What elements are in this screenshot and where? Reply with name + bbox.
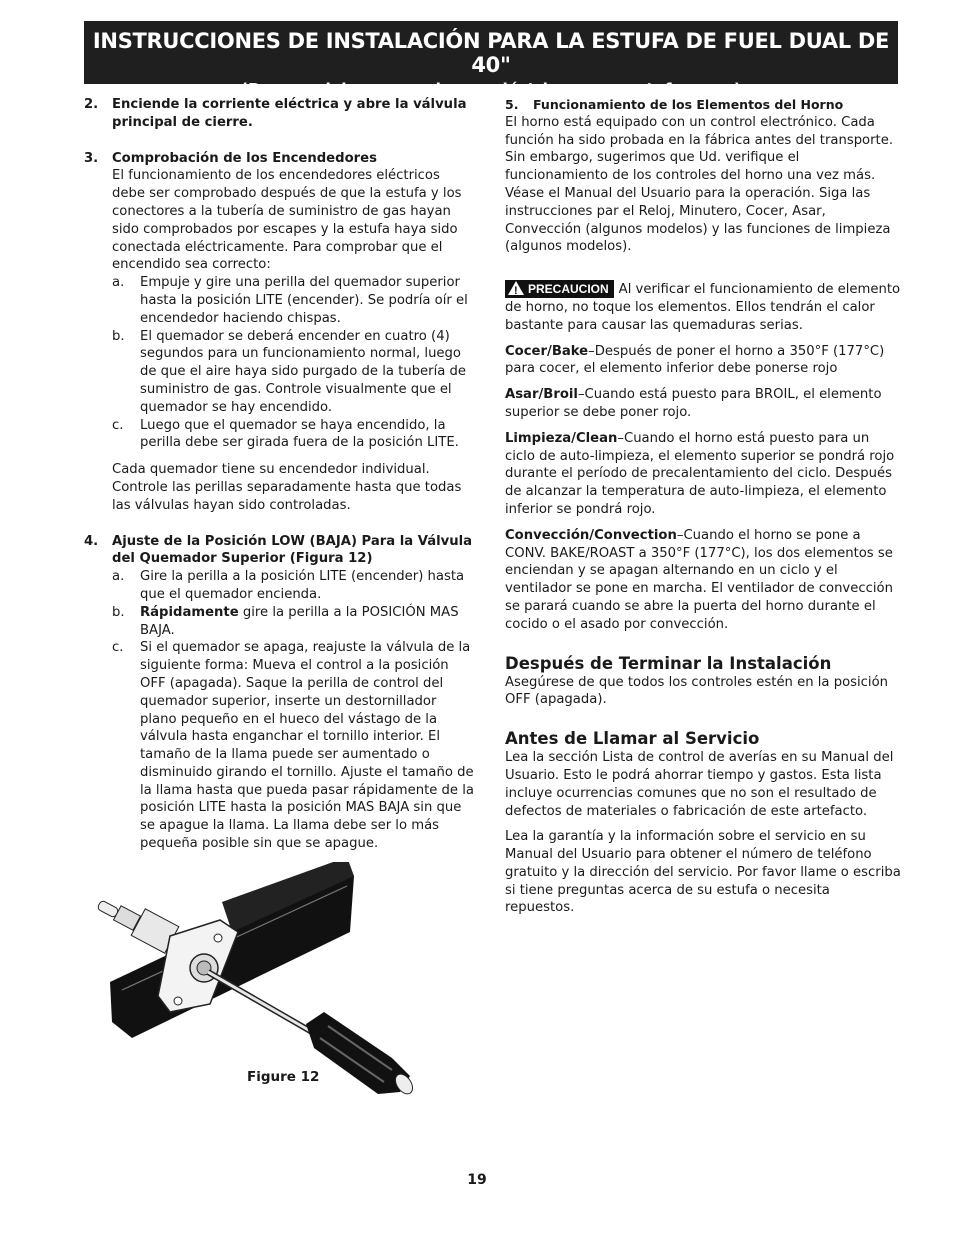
step-5-number: 5. [505,97,519,112]
page-title: INSTRUCCIONES DE INSTALACIÓN PARA LA ESTUFA DE FUEL DUAL DE 40" [92,29,890,77]
broil-term: Asar/Broil [505,387,578,403]
step-4b [112,604,476,640]
after-install-text: Asegúrese de que todos los controles estén en la posición OFF (apagada). [505,674,889,708]
page-header-banner [84,21,898,98]
step-4a-letter: a. [112,569,125,585]
left-column [84,96,476,853]
step-4c-letter: c. [112,640,124,656]
before-service-text-2: Lea la garantía y la información sobre el servicio en su Manual del Usuario para obtener el número de teléfono gratuito y la dirección del servicio. Por favor llame o escriba si tiene preguntas acerca de su estufa o necesita repuestos. [505,829,901,916]
step-2 [84,96,476,132]
page-subtitle: (Para modelos con un horno eléctrico y una estufa a gas) [240,80,742,98]
screwdriver-handle [306,1012,410,1094]
bake-paragraph [505,343,901,379]
right-column [505,96,901,917]
warning-triangle-icon [508,281,524,295]
step-3a-letter: a. [112,275,125,291]
step-3-intro: El funcionamiento de los encendedores eléctricos debe ser comprobado después de que la estufa y los conectores a la tubería de suministro de gas hayan sido comprobados por escapes y la estufa haya sido conectada eléctricamente. Para comprobar que el encendido sea correcto: [112,168,462,273]
convection-text: –Cuando el horno se pone a CONV. BAKE/ROAST a 350°F (177°C), los dos elementos se enciendan y se apagan alternando en un ciclo y el ventilador se pone en marcha. El ventilador de convección se parará cuando se abre la puerta del horno durante el cocido o el asado por convección. [505,527,893,632]
step-4-number: 4. [84,533,99,549]
step-4c-text: Si el quemador se apaga, reajuste la válvula de la siguiente forma: Mueva el control a la posición OFF (apagada). Saque la perilla de control del quemador superior, inserte un destornillador plano pequeño en el hueco del vástago de la válvula hasta enganchar el tornillo interior. El tamaño de la llama puede ser aumentado o disminuido girando el tornillo. Ajuste el tamaño de la llama hasta que pueda pasar rápidamente de la posición LITE hasta la posición MAS BAJA sin que se apague la llama. La llama debe ser lo más pequeña posible sin que se apague. [140,640,474,852]
step-4c [112,639,476,853]
step-4b-emphasis: Rápidamente [140,604,239,620]
convection-paragraph [505,527,901,634]
convection-term: Convección/Convection [505,527,677,543]
step-2-title: Enciende la corriente eléctrica y abre la válvula principal de cierre. [112,97,467,130]
step-3c-text: Luego que el quemador se haya encendido, la perilla debe ser girada fuera de la posición LITE. [140,417,459,451]
step-4b-text: gire la perilla a la POSICIÓN MAS BAJA. [140,604,459,638]
caution-paragraph [505,280,901,334]
step-4 [84,533,476,853]
step-3c [112,417,476,453]
step-4a-text: Gire la perilla a la posición LITE (encender) hasta que el quemador encienda. [140,569,465,602]
bake-term: Cocer/Bake [505,343,589,359]
figure-caption: Figure 12 [247,1069,320,1085]
broil-text: –Cuando está puesto para BROIL, el elemento superior se debe poner rojo. [505,387,882,420]
step-4a [112,568,476,604]
before-service-heading: Antes de Llamar al Servicio [505,729,760,749]
step-4b-letter: b. [112,604,125,620]
step-3-note: Cada quemador tiene su encendedor individual. Controle las perillas separadamente hasta que todas las válvulas hayan sido controladas. [112,462,462,513]
clean-term: Limpieza/Clean [505,430,618,446]
step-2-number: 2. [84,97,99,112]
step-5-title: Funcionamiento de los Elementos del Horno [533,97,844,112]
step-3-number: 3. [84,150,99,166]
step-4-title: Ajuste de la Posición LOW (BAJA) Para la Válvula del Quemador Superior (Figura 12) [112,533,473,567]
bake-text: –Después de poner el horno a 350°F (177°C) para cocer, el elemento inferior debe ponerse rojo [505,343,885,377]
before-service-text-1: Lea la sección Lista de control de averías en su Manual del Usuario. Esto le podrá ahorrar tiempo y gastos. Esta lista incluye ocurrencias comunes que no son el resultado de defectos de materiales o fabricación de este artefacto. [505,750,894,819]
clean-paragraph [505,430,901,519]
step-3-title: Comprobación de los Encendedores [112,150,377,166]
after-install-heading: Después de Terminar la Instalación [505,653,832,673]
figure-12-illustration [92,862,422,1102]
broil-paragraph [505,386,901,422]
step-3c-letter: c. [112,417,124,433]
page-number: 19 [467,1172,487,1188]
caution-badge [505,280,614,298]
step-3b-text: El quemador se deberá encender en cuatro (4) segundos para un funcionamiento normal, luego de que el aire haya sido purgado de la tubería de suministro de gas. Controle visualmente que el quemador se hay encendido. [140,328,467,415]
step-5-body: El horno está equipado con un control electrónico. Cada función ha sido probada en la fábrica antes del transporte. Sin embargo, sugerimos que Ud. verifique el funcionamiento de los controles del horno una vez más. Véase el Manual del Usuario para la operación. Siga las instrucciones par el Reloj, Minutero, Cocer, Asar, Convección (algunos modelos) y las funciones de limpieza (algunos modelos). [505,114,894,255]
step-3b [112,328,476,417]
caution-text: Al verificar el funcionamiento de elemento de horno, no toque los elementos. Ellos tendrán el calor bastante para causar las quemaduras serias. [505,282,901,333]
step-3a-text: Empuje y gire una perilla del quemador superior hasta la posición LITE (encender). Se podría oír el encendedor haciendo chispas. [140,275,468,326]
clean-text: –Cuando el horno está puesto para un ciclo de auto-limpieza, el elemento superior se pondrá rojo durante el período de precalentamiento del ciclo. Después de alcanzar la temperatura de auto-limpieza, el elemento inferior se pondrá rojo. [505,430,895,517]
step-5 [505,96,901,114]
step-3b-letter: b. [112,328,125,344]
step-3 [84,150,476,515]
step-3a [112,274,476,327]
burner-bar-shape [110,872,354,1038]
caution-label: PRECAUCION [528,282,609,297]
